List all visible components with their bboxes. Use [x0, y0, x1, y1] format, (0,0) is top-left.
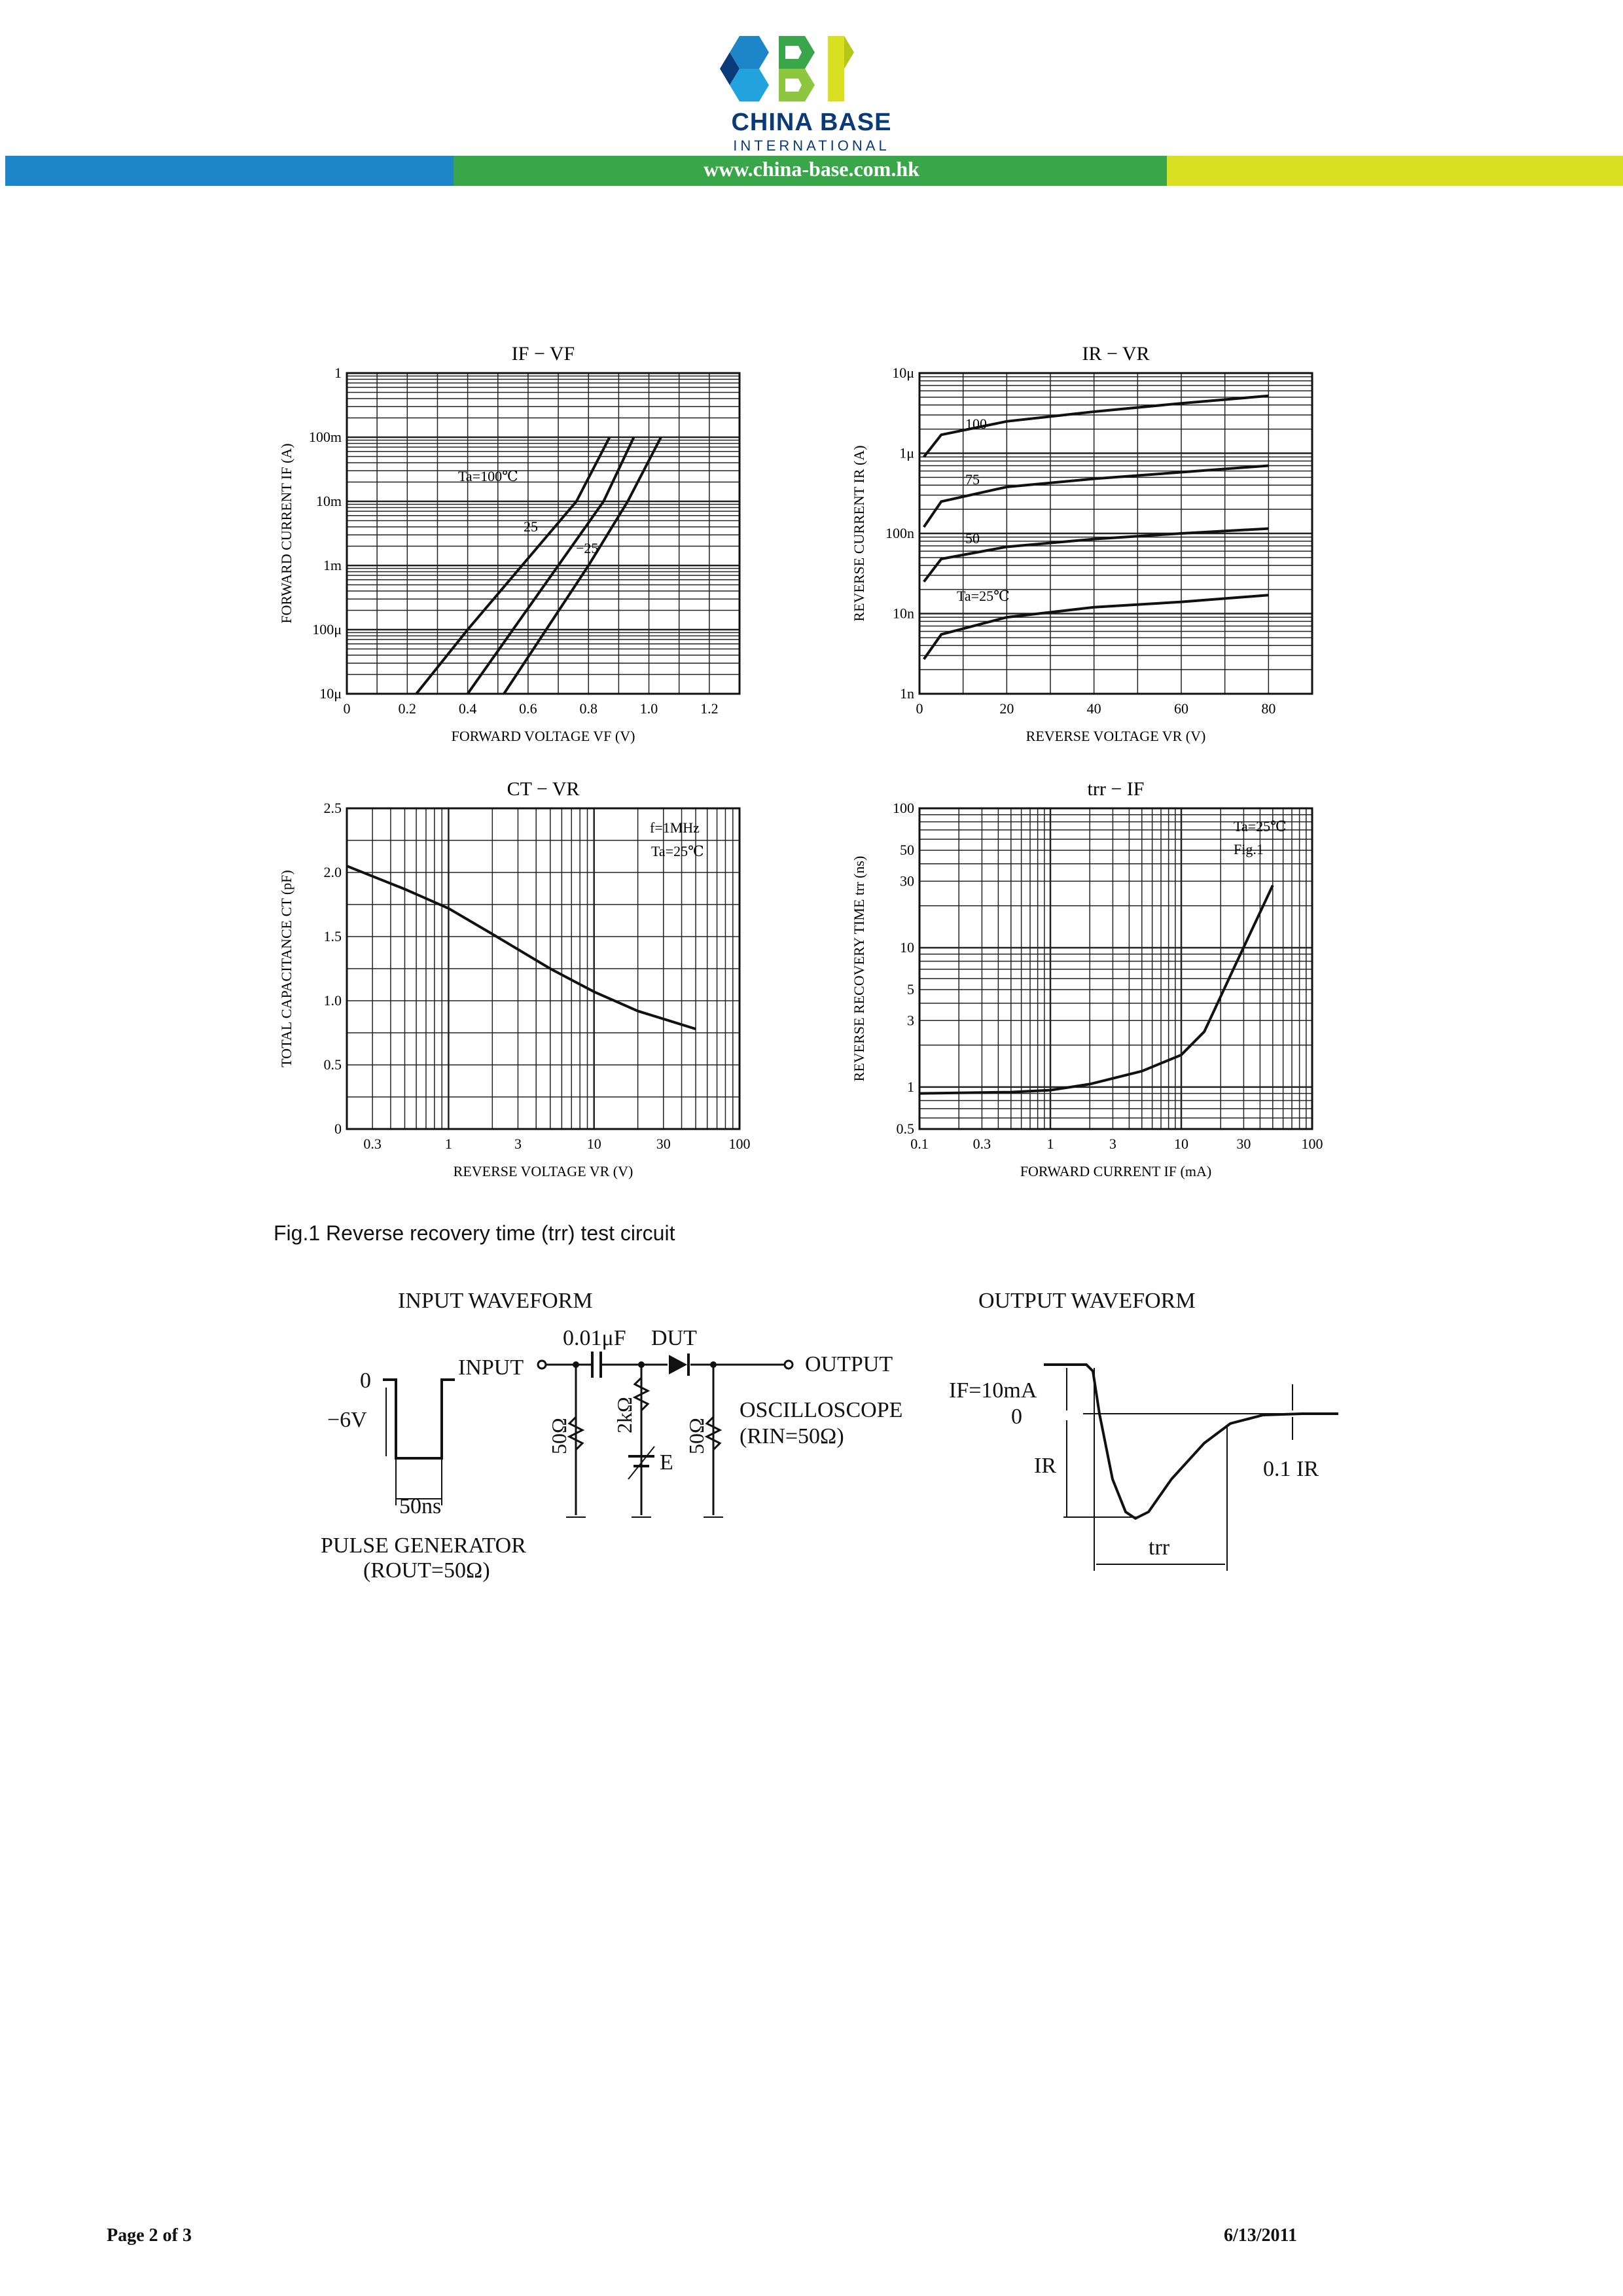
if_vf-x-tick-label: 0.4	[458, 700, 477, 717]
ir_vr-annotation: 50	[965, 530, 980, 547]
trr_if-y-tick-label: 50	[900, 842, 914, 859]
output-zero-label: 0	[1011, 1405, 1022, 1429]
trr_if-x-tick-label: 1	[1046, 1136, 1054, 1152]
pulse-generator-label: PULSE GENERATOR	[321, 1534, 526, 1558]
if_vf-y-tick-label: 100μ	[312, 621, 342, 637]
trr_if-y-tick-label: 1	[907, 1078, 914, 1095]
trr_if-chart-title: trr − IF	[1087, 778, 1145, 800]
output-waveform-label: OUTPUT WAVEFORM	[978, 1289, 1196, 1313]
trr-label: trr	[1149, 1535, 1170, 1560]
if-10ma-label: IF=10mA	[949, 1378, 1037, 1403]
r1-label: 50Ω	[547, 1418, 571, 1454]
ct_vr-x-tick-label: 3	[514, 1136, 522, 1152]
ct_vr-y-tick-label: 2.5	[323, 800, 342, 816]
pulse-width-label: 50ns	[399, 1494, 442, 1518]
output-terminal-label: OUTPUT	[805, 1352, 893, 1376]
output-current-waveform	[1044, 1365, 1338, 1518]
if_vf-x-tick-label: 0.2	[398, 700, 417, 717]
trr_if-y-tick-label: 0.5	[896, 1121, 914, 1137]
trr_if-y-tick-label: 10	[900, 939, 914, 956]
r3-label: 50Ω	[685, 1418, 708, 1454]
rin-label: (RIN=50Ω)	[740, 1424, 844, 1448]
ir_vr-x-tick-label: 20	[999, 700, 1014, 717]
r2-label: 2kΩ	[613, 1397, 636, 1433]
capacitor-label: 0.01μF	[563, 1326, 626, 1350]
if_vf-annotation: Ta=100℃	[458, 468, 518, 484]
trr_if-y-tick-label: 5	[907, 981, 914, 998]
ir_vr-x-tick-label: 80	[1261, 700, 1276, 717]
trr_if-y-tick-label: 100	[893, 800, 914, 816]
if_vf-y-tick-label: 10μ	[319, 685, 342, 702]
if_vf-y-tick-label: 100m	[308, 429, 342, 445]
rout-label: (ROUT=50Ω)	[363, 1558, 490, 1583]
ct_vr-y-axis-label: TOTAL CAPACITANCE CT (pF)	[278, 870, 294, 1067]
ir_vr-x-tick-label: 60	[1174, 700, 1188, 717]
if_vf-chart-title: IF − VF	[511, 343, 575, 365]
ct_vr-y-tick-label: 0.5	[323, 1056, 342, 1073]
brand-subtitle: INTERNATIONAL	[733, 137, 890, 154]
footer-date: 6/13/2011	[1224, 2225, 1298, 2246]
ir_vr-y-tick-label: 1n	[900, 685, 914, 702]
ir_vr-y-tick-label: 10μ	[892, 365, 914, 381]
ir_vr-x-tick-label: 0	[916, 700, 923, 717]
if_vf-y-axis-label: FORWARD CURRENT IF (A)	[278, 443, 294, 624]
ir_vr-y-axis-label: REVERSE CURRENT IR (A)	[851, 445, 867, 622]
if_vf-y-tick-label: 1	[334, 365, 342, 381]
ct_vr-chart-title: CT − VR	[507, 778, 580, 800]
trr_if-y-tick-label: 3	[907, 1012, 914, 1029]
input-pulse-waveform	[383, 1380, 455, 1458]
if_vf-annotation: −25	[576, 540, 599, 556]
source-e-label: E	[660, 1450, 673, 1475]
input-zero-label: 0	[360, 1369, 371, 1393]
ir_vr-y-tick-label: 1μ	[899, 444, 914, 461]
ct_vr-x-tick-label: 0.3	[363, 1136, 382, 1152]
ct_vr-annotation: f=1MHz	[650, 819, 700, 836]
ir_vr-annotation: Ta=25℃	[957, 588, 1010, 604]
ct_vr-x-tick-label: 30	[656, 1136, 671, 1152]
trr_if-x-tick-label: 0.3	[972, 1136, 991, 1152]
if_vf-y-tick-label: 1m	[323, 557, 342, 573]
ct_vr-x-axis-label: REVERSE VOLTAGE VR (V)	[453, 1163, 633, 1179]
website-link[interactable]: www.china-base.com.hk	[704, 157, 919, 181]
ir_vr-annotation: 75	[965, 471, 980, 488]
ir_vr-x-tick-label: 40	[1086, 700, 1101, 717]
dut-label: DUT	[651, 1326, 697, 1350]
ir_vr-annotation: 100	[965, 416, 987, 432]
trr_if-annotation: Ta=25℃	[1234, 818, 1287, 834]
if_vf-x-axis-label: FORWARD VOLTAGE VF (V)	[451, 728, 635, 744]
point1-ir-label: 0.1 IR	[1263, 1457, 1319, 1481]
ct_vr-x-tick-label: 10	[586, 1136, 601, 1152]
ct_vr-y-tick-label: 1.5	[323, 928, 342, 944]
if_vf-x-tick-label: 0.8	[579, 700, 597, 717]
minus-6v-label: −6V	[327, 1408, 367, 1432]
if_vf-y-tick-label: 10m	[315, 493, 342, 509]
input-terminal-label: INPUT	[458, 1355, 524, 1380]
ct_vr-y-tick-label: 1.0	[323, 992, 342, 1009]
if_vf-x-tick-label: 1.0	[639, 700, 658, 717]
ct_vr-annotation: Ta=25℃	[651, 843, 704, 859]
trr_if-x-tick-label: 10	[1174, 1136, 1188, 1152]
trr_if-x-tick-label: 100	[1301, 1136, 1323, 1152]
if_vf-x-tick-label: 0.6	[519, 700, 537, 717]
if_vf-x-tick-label: 1.2	[700, 700, 719, 717]
figure-caption: Fig.1 Reverse recovery time (trr) test circuit	[274, 1221, 675, 1245]
trr_if-x-axis-label: FORWARD CURRENT IF (mA)	[1020, 1163, 1212, 1179]
trr_if-y-tick-label: 30	[900, 872, 914, 889]
trr_if-y-axis-label: REVERSE RECOVERY TIME trr (ns)	[851, 855, 867, 1082]
ct_vr-y-tick-label: 0	[334, 1121, 342, 1137]
if_vf-x-tick-label: 0	[343, 700, 351, 717]
ir_vr-x-axis-label: REVERSE VOLTAGE VR (V)	[1026, 728, 1206, 744]
ir_vr-y-tick-label: 10n	[893, 605, 914, 622]
ir_vr-y-tick-label: 100n	[885, 525, 914, 541]
ir-label: IR	[1034, 1454, 1056, 1478]
trr_if-x-tick-label: 3	[1109, 1136, 1116, 1152]
oscilloscope-label: OSCILLOSCOPE	[740, 1398, 903, 1422]
input-waveform-label: INPUT WAVEFORM	[398, 1289, 593, 1313]
if_vf-annotation: 25	[524, 518, 538, 535]
brand-name: CHINA BASE	[731, 109, 892, 136]
ct_vr-x-tick-label: 100	[728, 1136, 751, 1152]
ct_vr-y-tick-label: 2.0	[323, 864, 342, 880]
footer-page-number: Page 2 of 3	[107, 2225, 192, 2246]
ir_vr-chart-title: IR − VR	[1082, 343, 1150, 365]
ct_vr-x-tick-label: 1	[444, 1136, 452, 1152]
trr_if-x-tick-label: 30	[1236, 1136, 1251, 1152]
trr_if-x-tick-label: 0.1	[910, 1136, 929, 1152]
trr_if-annotation: Fig.1	[1234, 841, 1264, 857]
